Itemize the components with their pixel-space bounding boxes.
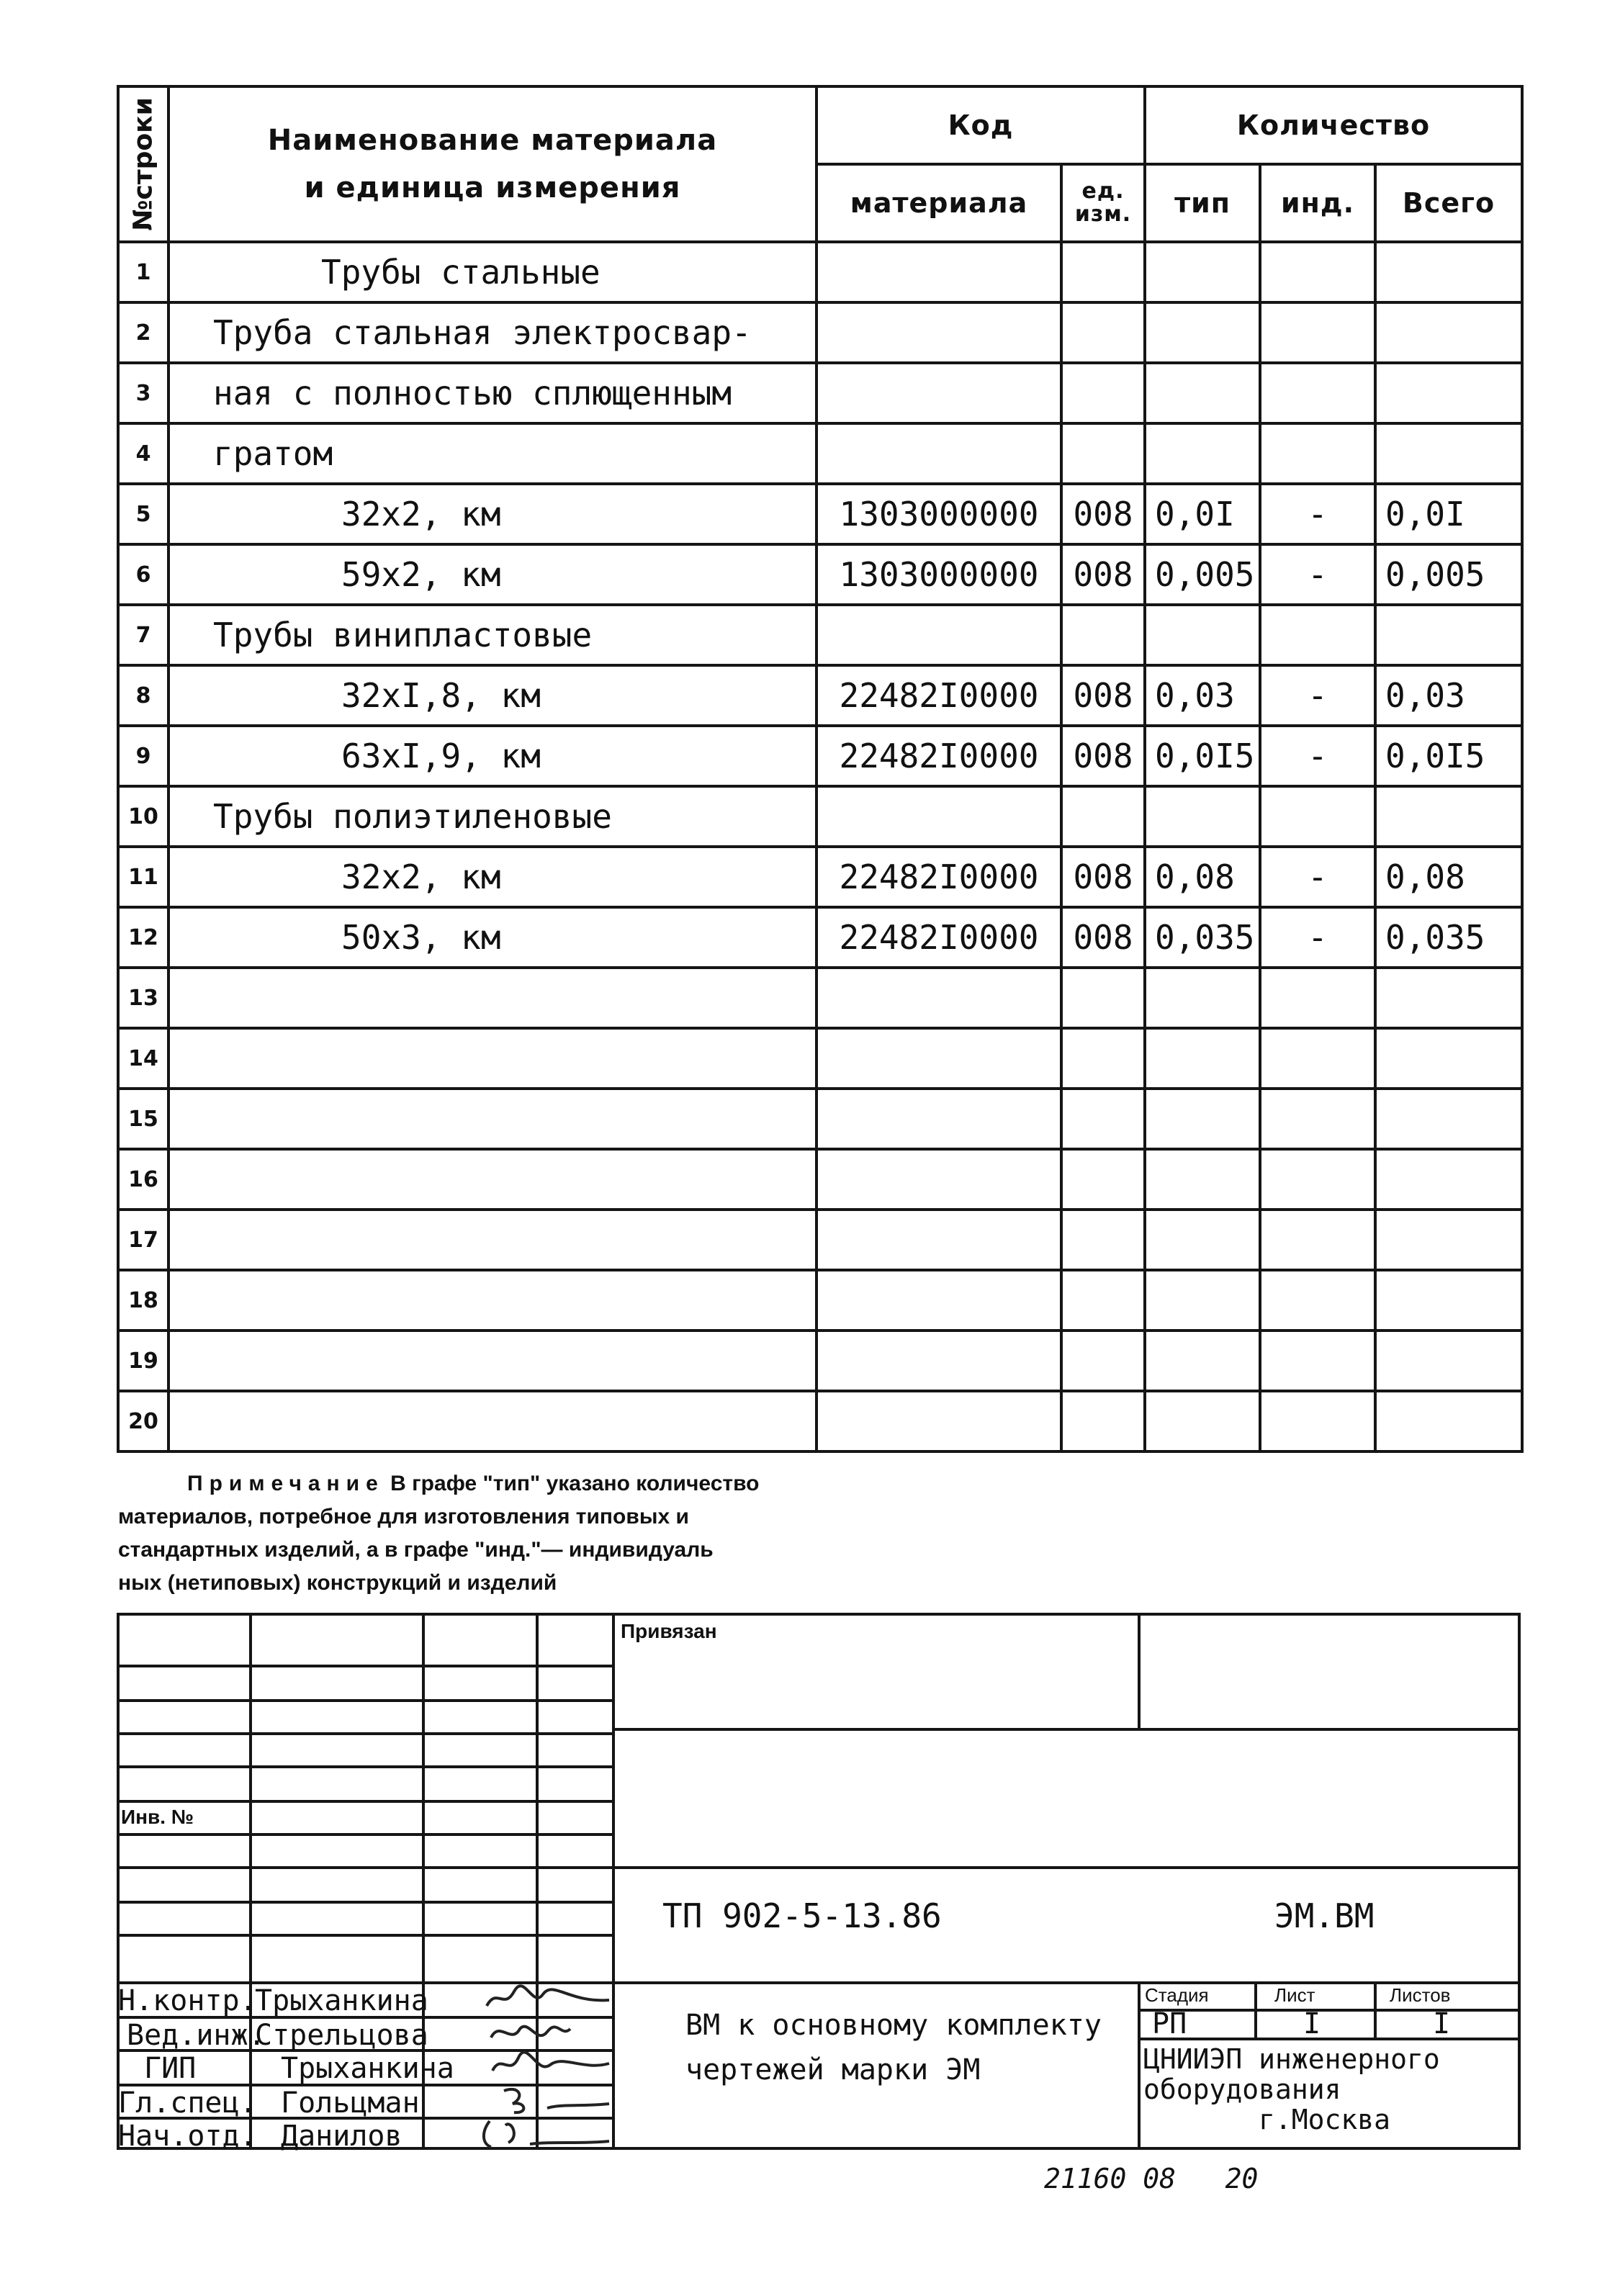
type-quantity-cell bbox=[1145, 302, 1260, 363]
material-code-cell bbox=[817, 242, 1061, 302]
unit-code-cell bbox=[1061, 1210, 1145, 1270]
drawing-mark: ЭМ.ВМ bbox=[1274, 1896, 1375, 1935]
material-name-cell bbox=[168, 1089, 817, 1149]
total-quantity-cell bbox=[1375, 1149, 1522, 1210]
material-name-header: Наименование материала и единица измерения bbox=[168, 86, 817, 242]
individual-quantity-cell bbox=[1260, 1270, 1375, 1331]
material-name-cell: 32хI,8, км bbox=[168, 665, 817, 726]
type-quantity-cell: 0,0I bbox=[1145, 484, 1260, 544]
total-quantity-cell: 0,0I bbox=[1375, 484, 1522, 544]
material-code-cell: 1303000000 bbox=[817, 484, 1061, 544]
material-code-cell bbox=[817, 1391, 1061, 1451]
row-number: 3 bbox=[118, 363, 168, 423]
material-code-cell bbox=[817, 968, 1061, 1028]
note-line-3: стандартных изделий, а в графе "инд."— индивидуаль bbox=[118, 1538, 714, 1562]
quantity-header: Количество bbox=[1145, 86, 1522, 164]
material-code-cell bbox=[817, 605, 1061, 665]
inventory-number-label: Инв. № bbox=[121, 1806, 194, 1828]
unit-code-cell bbox=[1061, 1028, 1145, 1089]
signature-role-2: Вед.инж. bbox=[127, 2019, 266, 2052]
row-number: 16 bbox=[118, 1149, 168, 1210]
table-row bbox=[118, 907, 1522, 968]
type-quantity-cell bbox=[1145, 1331, 1260, 1391]
total-quantity-cell bbox=[1375, 423, 1522, 484]
total-quantity-cell bbox=[1375, 1270, 1522, 1331]
individual-quantity-cell: - bbox=[1260, 726, 1375, 786]
row-number: 8 bbox=[118, 665, 168, 726]
note-line-2: материалов, потребное для изготовления типовых и bbox=[118, 1505, 689, 1529]
total-quantity-cell bbox=[1375, 786, 1522, 847]
table-row bbox=[118, 1270, 1522, 1331]
privyazan-label: Привязан bbox=[621, 1620, 717, 1642]
material-name-cell: 63хI,9, км bbox=[168, 726, 817, 786]
table-row bbox=[118, 1331, 1522, 1391]
table-row bbox=[118, 786, 1522, 847]
total-quantity-cell: 0,035 bbox=[1375, 907, 1522, 968]
material-name-cell: ная с полностью сплющенным bbox=[168, 363, 817, 423]
individual-quantity-cell bbox=[1260, 968, 1375, 1028]
document-code: ТП 902-5-13.86 bbox=[662, 1896, 942, 1935]
table-row bbox=[118, 1089, 1522, 1149]
total-header: Всего bbox=[1375, 164, 1522, 242]
material-name-cell: Трубы винипластовые bbox=[168, 605, 817, 665]
table-row bbox=[118, 363, 1522, 423]
table-row bbox=[118, 726, 1522, 786]
type-quantity-cell bbox=[1145, 242, 1260, 302]
row-number-header: №строки bbox=[118, 86, 168, 242]
unit-code-cell: 008 bbox=[1061, 665, 1145, 726]
type-quantity-cell bbox=[1145, 423, 1260, 484]
material-code-cell bbox=[817, 1210, 1061, 1270]
material-code-cell bbox=[817, 1149, 1061, 1210]
sheet-value: I bbox=[1303, 2007, 1321, 2040]
unit-code-cell bbox=[1061, 423, 1145, 484]
signature-role-3: ГИП bbox=[144, 2052, 197, 2085]
individual-quantity-cell: - bbox=[1260, 665, 1375, 726]
table-row bbox=[118, 1391, 1522, 1451]
unit-code-cell: 008 bbox=[1061, 544, 1145, 605]
material-code-cell: 22482I0000 bbox=[817, 665, 1061, 726]
signature-role-4: Гл.спец. bbox=[118, 2086, 257, 2120]
material-code-cell: 1303000000 bbox=[817, 544, 1061, 605]
unit-code-cell: 008 bbox=[1061, 484, 1145, 544]
row-number: 17 bbox=[118, 1210, 168, 1270]
stage-label: Стадия bbox=[1145, 1984, 1209, 2006]
material-code-cell: 22482I0000 bbox=[817, 907, 1061, 968]
total-quantity-cell bbox=[1375, 363, 1522, 423]
unit-code-cell bbox=[1061, 1089, 1145, 1149]
unit-code-cell bbox=[1061, 1270, 1145, 1331]
row-number: 6 bbox=[118, 544, 168, 605]
sheet-label: Лист bbox=[1274, 1984, 1315, 2006]
type-quantity-cell bbox=[1145, 1028, 1260, 1089]
material-code-cell bbox=[817, 1028, 1061, 1089]
note-line-4: ных (нетиповых) конструкций и изделий bbox=[118, 1571, 557, 1595]
material-name-cell: 32х2, км bbox=[168, 847, 817, 907]
individual-quantity-cell bbox=[1260, 363, 1375, 423]
type-quantity-cell: 0,035 bbox=[1145, 907, 1260, 968]
type-quantity-cell bbox=[1145, 605, 1260, 665]
row-number: 1 bbox=[118, 242, 168, 302]
unit-code-cell: 008 bbox=[1061, 907, 1145, 968]
sheets-label: Листов bbox=[1390, 1984, 1451, 2006]
handwritten-signature-3 bbox=[490, 2049, 612, 2082]
type-quantity-cell: 0,03 bbox=[1145, 665, 1260, 726]
type-quantity-cell bbox=[1145, 786, 1260, 847]
individual-quantity-cell bbox=[1260, 1210, 1375, 1270]
row-number: 7 bbox=[118, 605, 168, 665]
materials-table bbox=[117, 85, 1524, 1453]
unit-code-cell: 008 bbox=[1061, 726, 1145, 786]
material-code-cell bbox=[817, 1089, 1061, 1149]
type-quantity-cell bbox=[1145, 1149, 1260, 1210]
material-name-cell bbox=[168, 1149, 817, 1210]
unit-code-cell bbox=[1061, 968, 1145, 1028]
row-number: 18 bbox=[118, 1270, 168, 1331]
row-number: 19 bbox=[118, 1331, 168, 1391]
type-header: тип bbox=[1145, 164, 1260, 242]
signature-name-4: Гольцман bbox=[281, 2086, 420, 2120]
material-code-cell bbox=[817, 1270, 1061, 1331]
material-name-cell: 50х3, км bbox=[168, 907, 817, 968]
table-row bbox=[118, 484, 1522, 544]
total-quantity-cell: 0,0I5 bbox=[1375, 726, 1522, 786]
individual-header: инд. bbox=[1260, 164, 1375, 242]
table-row bbox=[118, 242, 1522, 302]
material-code-cell bbox=[817, 302, 1061, 363]
row-number: 4 bbox=[118, 423, 168, 484]
sheets-value: I bbox=[1433, 2007, 1451, 2040]
individual-quantity-cell: - bbox=[1260, 907, 1375, 968]
type-quantity-cell bbox=[1145, 968, 1260, 1028]
row-number: 14 bbox=[118, 1028, 168, 1089]
individual-quantity-cell bbox=[1260, 423, 1375, 484]
total-quantity-cell bbox=[1375, 302, 1522, 363]
description-line-2: чертежей марки ЭМ bbox=[685, 2053, 981, 2086]
total-quantity-cell bbox=[1375, 1391, 1522, 1451]
total-quantity-cell bbox=[1375, 1210, 1522, 1270]
material-name-cell: гратом bbox=[168, 423, 817, 484]
table-row bbox=[118, 665, 1522, 726]
row-number: 2 bbox=[118, 302, 168, 363]
individual-quantity-cell bbox=[1260, 1391, 1375, 1451]
individual-quantity-cell: - bbox=[1260, 544, 1375, 605]
signature-name-3: Трыханкина bbox=[281, 2052, 454, 2085]
table-row bbox=[118, 968, 1522, 1028]
material-code-cell: 22482I0000 bbox=[817, 726, 1061, 786]
table-row bbox=[118, 302, 1522, 363]
material-code-cell bbox=[817, 1331, 1061, 1391]
material-name-cell: 59х2, км bbox=[168, 544, 817, 605]
table-row bbox=[118, 1149, 1522, 1210]
organization-line-1: ЦНИИЭП инженерного bbox=[1143, 2043, 1440, 2075]
total-quantity-cell bbox=[1375, 1028, 1522, 1089]
signature-name-5: Данилов bbox=[281, 2120, 402, 2153]
row-number: 13 bbox=[118, 968, 168, 1028]
material-name-cell: 32х2, км bbox=[168, 484, 817, 544]
type-quantity-cell: 0,08 bbox=[1145, 847, 1260, 907]
material-code-cell bbox=[817, 423, 1061, 484]
handwritten-signature-1 bbox=[482, 1981, 612, 2014]
description-line-1: ВМ к основному комплекту bbox=[685, 2009, 1102, 2042]
handwritten-signature-2 bbox=[487, 2016, 573, 2049]
type-quantity-cell: 0,005 bbox=[1145, 544, 1260, 605]
total-quantity-cell: 0,03 bbox=[1375, 665, 1522, 726]
type-quantity-cell bbox=[1145, 1089, 1260, 1149]
material-name-cell bbox=[168, 1331, 817, 1391]
note bbox=[118, 1467, 1054, 1600]
handwritten-signature-4 bbox=[497, 2082, 612, 2117]
row-number: 12 bbox=[118, 907, 168, 968]
material-name-cell bbox=[168, 1028, 817, 1089]
unit-header: ед. изм. bbox=[1061, 164, 1145, 242]
unit-code-cell bbox=[1061, 1391, 1145, 1451]
material-name-cell bbox=[168, 1210, 817, 1270]
individual-quantity-cell: - bbox=[1260, 847, 1375, 907]
unit-code-cell bbox=[1061, 302, 1145, 363]
unit-code-cell bbox=[1061, 1149, 1145, 1210]
total-quantity-cell bbox=[1375, 1089, 1522, 1149]
code-header: Код bbox=[817, 86, 1145, 164]
unit-code-cell bbox=[1061, 605, 1145, 665]
signature-name-2: Стрельцова bbox=[255, 2019, 428, 2052]
table-row bbox=[118, 1210, 1522, 1270]
table-row bbox=[118, 423, 1522, 484]
organization-line-2: оборудования bbox=[1143, 2074, 1341, 2105]
type-quantity-cell bbox=[1145, 1270, 1260, 1331]
material-code-cell bbox=[817, 363, 1061, 423]
individual-quantity-cell bbox=[1260, 1028, 1375, 1089]
signature-role-1: Н.контр. bbox=[118, 1984, 257, 2017]
note-line-1: В графе "тип" указано количество bbox=[390, 1472, 760, 1495]
material-code-header: материала bbox=[817, 164, 1061, 242]
unit-code-cell: 008 bbox=[1061, 847, 1145, 907]
individual-quantity-cell bbox=[1260, 605, 1375, 665]
total-quantity-cell bbox=[1375, 1331, 1522, 1391]
unit-code-cell bbox=[1061, 1331, 1145, 1391]
total-quantity-cell bbox=[1375, 605, 1522, 665]
signature-name-1: Трыханкина bbox=[255, 1984, 428, 2017]
type-quantity-cell bbox=[1145, 1391, 1260, 1451]
row-number: 15 bbox=[118, 1089, 168, 1149]
unit-code-cell bbox=[1061, 242, 1145, 302]
material-name-cell bbox=[168, 968, 817, 1028]
unit-code-cell bbox=[1061, 363, 1145, 423]
total-quantity-cell bbox=[1375, 968, 1522, 1028]
material-name-cell: Трубы стальные bbox=[168, 242, 817, 302]
organization-line-3: г.Москва bbox=[1259, 2104, 1391, 2135]
individual-quantity-cell: - bbox=[1260, 484, 1375, 544]
handwritten-signature-5 bbox=[480, 2115, 612, 2150]
row-number: 5 bbox=[118, 484, 168, 544]
table-row bbox=[118, 847, 1522, 907]
material-code-cell: 22482I0000 bbox=[817, 847, 1061, 907]
row-number: 20 bbox=[118, 1391, 168, 1451]
individual-quantity-cell bbox=[1260, 1149, 1375, 1210]
individual-quantity-cell bbox=[1260, 302, 1375, 363]
material-name-cell: Труба стальная электросвар- bbox=[168, 302, 817, 363]
row-number: 10 bbox=[118, 786, 168, 847]
row-number: 9 bbox=[118, 726, 168, 786]
individual-quantity-cell bbox=[1260, 1331, 1375, 1391]
type-quantity-cell: 0,0I5 bbox=[1145, 726, 1260, 786]
type-quantity-cell bbox=[1145, 363, 1260, 423]
note-title: Примечание bbox=[187, 1472, 384, 1495]
individual-quantity-cell bbox=[1260, 1089, 1375, 1149]
type-quantity-cell bbox=[1145, 1210, 1260, 1270]
stage-value: РП bbox=[1152, 2007, 1187, 2040]
unit-code-cell bbox=[1061, 786, 1145, 847]
total-quantity-cell: 0,08 bbox=[1375, 847, 1522, 907]
individual-quantity-cell bbox=[1260, 242, 1375, 302]
total-quantity-cell bbox=[1375, 242, 1522, 302]
material-code-cell bbox=[817, 786, 1061, 847]
total-quantity-cell: 0,005 bbox=[1375, 544, 1522, 605]
table-row bbox=[118, 1028, 1522, 1089]
material-name-cell: Трубы полиэтиленовые bbox=[168, 786, 817, 847]
table-row bbox=[118, 605, 1522, 665]
material-name-cell bbox=[168, 1270, 817, 1331]
individual-quantity-cell bbox=[1260, 786, 1375, 847]
row-number: 11 bbox=[118, 847, 168, 907]
archive-number: 21160 08 20 bbox=[1044, 2163, 1259, 2194]
table-row bbox=[118, 544, 1522, 605]
signature-role-5: Нач.отд. bbox=[118, 2120, 257, 2153]
material-name-cell bbox=[168, 1391, 817, 1451]
